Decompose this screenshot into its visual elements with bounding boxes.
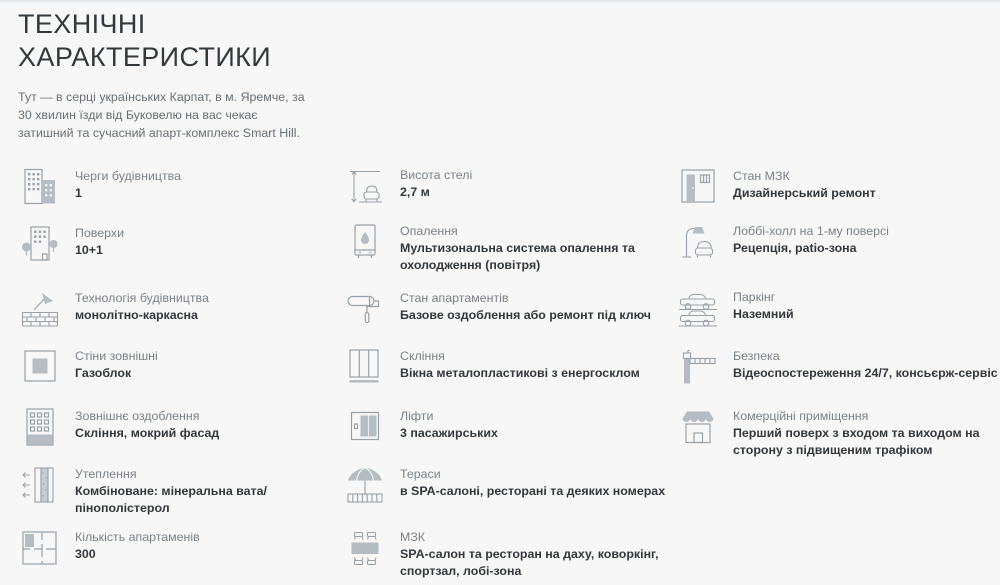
feature-value: SPA-салон та ресторан на даху, коворкінг, спортзал, лобі-зона (400, 547, 659, 578)
feature-item (343, 406, 666, 450)
feature-label: Поверхи (75, 226, 124, 240)
feature-label: Паркінг (733, 290, 776, 304)
feature-value: монолітно-каркасна (75, 308, 198, 322)
terrace-icon (343, 464, 387, 508)
facade-icon (18, 406, 62, 450)
feature-item (676, 287, 1000, 331)
paint-roller-icon (343, 288, 387, 332)
feature-item (343, 221, 666, 274)
feature-value: 1 (75, 186, 82, 200)
feature-item (676, 221, 1000, 265)
page-title (18, 8, 314, 74)
heating-icon (343, 221, 387, 274)
feature-value: Дизайнерський ремонт (733, 186, 876, 200)
window-icon (343, 346, 387, 390)
top-edge-shadow (0, 0, 1000, 4)
feature-item (18, 464, 325, 517)
feature-item (343, 165, 666, 209)
feature-label: Стан апартаментів (400, 291, 509, 305)
feature-label: Стіни зовнішні (75, 349, 158, 363)
feature-label: Утеплення (75, 467, 137, 481)
feature-item (343, 527, 666, 580)
feature-label: Стан МЗК (733, 169, 790, 183)
feature-value: Мультизональна система опалення та охолодження (повітря) (400, 241, 635, 272)
page-title-line1: ТЕХНІЧНІ (18, 9, 146, 39)
door-icon (676, 166, 720, 210)
feature-value: Газоблок (75, 366, 132, 380)
feature-item (343, 464, 666, 508)
feature-item (18, 527, 325, 571)
feature-item (18, 223, 325, 267)
feature-value: Рецепція, patio-зона (733, 241, 857, 255)
feature-item (18, 166, 325, 210)
feature-item (676, 166, 1000, 210)
feature-value: 3 пасажирських (400, 426, 498, 440)
exterior-wall-icon (18, 346, 62, 390)
feature-label: МЗК (400, 530, 426, 544)
feature-label: Технологія будівництва (75, 291, 209, 305)
feature-label: Комерційні приміщення (733, 409, 869, 423)
feature-item (343, 346, 666, 390)
security-icon (676, 346, 720, 390)
page-header (18, 8, 314, 142)
feature-label: Тераси (400, 467, 441, 481)
floors-icon (18, 223, 62, 267)
feature-label: Черги будівництва (75, 169, 181, 183)
lobby-icon (676, 221, 720, 265)
feature-item (343, 288, 666, 332)
feature-item (676, 346, 1000, 390)
feature-value: Комбіноване: мінеральна вата/пінополістерол (75, 484, 267, 515)
buildings-icon (18, 166, 62, 210)
feature-label: Висота стелі (400, 168, 473, 182)
feature-item (18, 346, 325, 390)
feature-label: Скління (400, 349, 445, 363)
commercial-icon (676, 406, 720, 459)
feature-value: Перший поверх з входом та виходом на сторону з підвищеним трафіком (733, 426, 980, 457)
feature-label: Безпека (733, 349, 780, 363)
intro-text: Тут — в серці українських Карпат, в м. Яремче, за 30 хвилин їзди від Буковелю на вас чекає затишний та сучасний апарт-комплекс Smart Hill. (18, 90, 305, 140)
feature-label: Опалення (400, 224, 458, 238)
feature-value: 2,7 м (400, 185, 430, 199)
feature-value: в SPA-салоні, ресторані та деяких номерах (400, 484, 666, 498)
feature-item (18, 406, 325, 450)
feature-label: Лоббі-холл на 1-му поверсі (733, 224, 889, 238)
feature-value: Вікна металопластикові з енергосклом (400, 366, 640, 380)
common-area-icon (343, 527, 387, 580)
feature-label: Зовнішнє оздоблення (75, 409, 200, 423)
feature-value: Скління, мокрий фасад (75, 426, 220, 440)
construction-technology-icon (18, 288, 62, 332)
page-title-line2: ХАРАКТЕРИСТИКИ (18, 42, 272, 72)
parking-icon (676, 287, 720, 331)
feature-value: 300 (75, 547, 96, 561)
insulation-icon (18, 464, 62, 517)
feature-item (18, 288, 325, 332)
feature-label: Кількість апартаменів (75, 530, 200, 544)
ceiling-height-icon (343, 165, 387, 209)
feature-value: Базове оздоблення або ремонт під ключ (400, 308, 651, 322)
floorplan-icon (18, 527, 62, 571)
elevator-icon (343, 406, 387, 450)
feature-item (676, 406, 1000, 459)
feature-value: 10+1 (75, 243, 103, 257)
feature-value: Наземний (733, 307, 794, 321)
feature-value: Відеоспостереження 24/7, консьєрж-сервіс (733, 366, 998, 380)
feature-label: Ліфти (400, 409, 434, 423)
